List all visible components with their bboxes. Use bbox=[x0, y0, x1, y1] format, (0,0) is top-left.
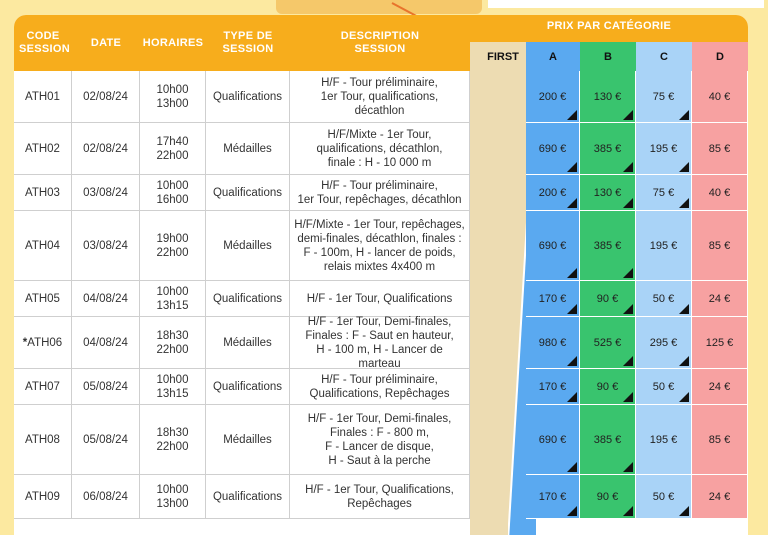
session-horaires bbox=[140, 281, 206, 317]
price-value: 50 € bbox=[652, 490, 675, 503]
price-value: 40 € bbox=[708, 90, 731, 103]
price-cat-b bbox=[580, 123, 636, 175]
session-code bbox=[14, 317, 72, 369]
table-row bbox=[14, 281, 748, 317]
corner-triangle-icon bbox=[623, 506, 633, 516]
corner-triangle-icon bbox=[623, 110, 633, 120]
top-decoration-tab bbox=[276, 0, 482, 14]
session-code-text: ATH01 bbox=[25, 90, 60, 103]
price-cat-d bbox=[692, 369, 748, 405]
session-horaires bbox=[140, 175, 206, 211]
description-line: qualifications, décathlon, bbox=[316, 142, 443, 155]
session-horaires bbox=[140, 317, 206, 369]
corner-triangle-icon bbox=[567, 392, 577, 402]
session-code bbox=[14, 369, 72, 405]
price-cat-a bbox=[526, 475, 580, 519]
corner-triangle-icon bbox=[567, 198, 577, 208]
description-line: 1er Tour, repêchages, décathlon bbox=[297, 193, 462, 206]
session-date: 03/08/24 bbox=[72, 175, 140, 211]
horaire-debut: 10h00 bbox=[156, 483, 189, 496]
price-value: 75 € bbox=[652, 90, 675, 103]
header-cat-d: D bbox=[692, 42, 748, 71]
price-cat-c bbox=[636, 123, 692, 175]
price-cat-b bbox=[580, 317, 636, 369]
horaire-debut: 10h00 bbox=[156, 179, 189, 192]
session-description bbox=[290, 71, 470, 123]
price-cat-d bbox=[692, 123, 748, 175]
session-type: Qualifications bbox=[206, 175, 290, 211]
price-value: 690 € bbox=[538, 239, 567, 252]
description-line: Finales : F - Saut en hauteur, bbox=[305, 329, 454, 342]
session-code-text: ATH05 bbox=[25, 292, 60, 305]
description-line: Qualifications, Repêchages bbox=[309, 387, 450, 400]
session-description bbox=[290, 369, 470, 405]
session-horaires bbox=[140, 405, 206, 475]
session-horaires bbox=[140, 369, 206, 405]
corner-triangle-icon bbox=[623, 162, 633, 172]
price-value: 90 € bbox=[596, 490, 619, 503]
price-cat-d bbox=[692, 405, 748, 475]
corner-triangle-icon bbox=[567, 304, 577, 314]
session-code-text: ATH06 bbox=[27, 336, 63, 349]
corner-triangle-icon bbox=[679, 392, 689, 402]
horaire-debut: 10h00 bbox=[156, 285, 189, 298]
description-line: F - Lancer de disque, bbox=[325, 440, 434, 453]
description-line: H - 100 m, H - Lancer de marteau bbox=[316, 343, 443, 370]
price-value: 130 € bbox=[593, 186, 622, 199]
corner-triangle-icon bbox=[567, 268, 577, 278]
price-cat-c bbox=[636, 71, 692, 123]
price-value: 200 € bbox=[538, 90, 567, 103]
horaire-fin: 22h00 bbox=[156, 440, 189, 453]
description-line: H/F - Tour préliminaire, bbox=[321, 373, 438, 386]
session-horaires bbox=[140, 123, 206, 175]
session-type: Qualifications bbox=[206, 475, 290, 519]
horaire-debut: 10h00 bbox=[156, 373, 189, 386]
description-line: H/F - 1er Tour, Demi-finales, bbox=[307, 315, 452, 328]
session-code-star: * bbox=[22, 336, 28, 349]
session-code bbox=[14, 123, 72, 175]
session-type: Médailles bbox=[206, 317, 290, 369]
price-cat-c bbox=[636, 175, 692, 211]
price-cat-d bbox=[692, 211, 748, 281]
price-value: 125 € bbox=[705, 336, 734, 349]
header-horaires: HORAIRES bbox=[142, 36, 204, 49]
horaire-debut: 18h30 bbox=[156, 329, 189, 342]
price-cat-c bbox=[636, 475, 692, 519]
header-date: DATE bbox=[90, 36, 122, 49]
price-cat-c bbox=[636, 405, 692, 475]
price-value: 385 € bbox=[593, 142, 622, 155]
price-value: 85 € bbox=[708, 142, 731, 155]
table-row bbox=[14, 317, 748, 369]
corner-triangle-icon bbox=[623, 462, 633, 472]
price-value: 195 € bbox=[649, 142, 678, 155]
description-line: relais mixtes 4x400 m bbox=[323, 260, 436, 273]
price-cat-a bbox=[526, 281, 580, 317]
horaire-fin: 22h00 bbox=[156, 343, 189, 356]
session-code bbox=[14, 475, 72, 519]
price-value: 24 € bbox=[708, 380, 731, 393]
price-value: 90 € bbox=[596, 292, 619, 305]
price-cat-d bbox=[692, 71, 748, 123]
session-description bbox=[290, 405, 470, 475]
header-description: DESCRIPTION SESSION bbox=[340, 30, 420, 55]
price-value: 385 € bbox=[593, 239, 622, 252]
price-cat-c bbox=[636, 317, 692, 369]
price-cat-a bbox=[526, 405, 580, 475]
price-value: 170 € bbox=[538, 490, 567, 503]
horaire-fin: 22h00 bbox=[156, 149, 189, 162]
pricing-table bbox=[14, 15, 748, 535]
session-description bbox=[290, 475, 470, 519]
price-value: 195 € bbox=[649, 239, 678, 252]
price-cat-a bbox=[526, 369, 580, 405]
description-line: 1er Tour, qualifications, bbox=[320, 90, 439, 103]
price-value: 40 € bbox=[708, 186, 731, 199]
header-prix-par-categorie: PRIX PAR CATÉGORIE bbox=[546, 20, 672, 32]
price-value: 295 € bbox=[649, 336, 678, 349]
header-first: FIRST bbox=[470, 42, 536, 71]
price-cat-d bbox=[692, 317, 748, 369]
session-date: 02/08/24 bbox=[72, 71, 140, 123]
session-code-text: ATH02 bbox=[25, 142, 60, 155]
session-description bbox=[290, 123, 470, 175]
corner-triangle-icon bbox=[679, 162, 689, 172]
session-type: Médailles bbox=[206, 405, 290, 475]
description-line: H/F - Tour préliminaire, bbox=[321, 179, 438, 192]
corner-triangle-icon bbox=[679, 506, 689, 516]
price-value: 170 € bbox=[538, 380, 567, 393]
session-horaires bbox=[140, 71, 206, 123]
description-line: H/F/Mixte - 1er Tour, repêchages, bbox=[294, 218, 465, 231]
price-value: 24 € bbox=[708, 490, 731, 503]
price-value: 85 € bbox=[708, 433, 731, 446]
horaire-fin: 13h00 bbox=[156, 97, 189, 110]
price-value: 980 € bbox=[538, 336, 567, 349]
description-line: H - Saut à la perche bbox=[328, 454, 431, 467]
price-value: 195 € bbox=[649, 433, 678, 446]
corner-triangle-icon bbox=[679, 198, 689, 208]
session-date: 04/08/24 bbox=[72, 281, 140, 317]
description-line: demi-finales, décathlon, finales : bbox=[297, 232, 462, 245]
price-value: 525 € bbox=[593, 336, 622, 349]
horaire-fin: 13h00 bbox=[156, 497, 189, 510]
price-cat-a bbox=[526, 317, 580, 369]
session-type: Qualifications bbox=[206, 369, 290, 405]
corner-triangle-icon bbox=[623, 304, 633, 314]
session-type: Qualifications bbox=[206, 281, 290, 317]
description-line: H/F - Tour préliminaire, bbox=[321, 76, 438, 89]
session-description bbox=[290, 317, 470, 369]
session-code bbox=[14, 405, 72, 475]
description-line: finale : H - 10 000 m bbox=[327, 156, 432, 169]
corner-triangle-icon bbox=[623, 356, 633, 366]
session-date: 05/08/24 bbox=[72, 405, 140, 475]
price-cat-d bbox=[692, 175, 748, 211]
horaire-debut: 19h00 bbox=[156, 232, 189, 245]
session-horaires bbox=[140, 475, 206, 519]
session-date: 05/08/24 bbox=[72, 369, 140, 405]
top-decoration-strip bbox=[488, 0, 764, 8]
horaire-fin: 13h15 bbox=[156, 299, 189, 312]
corner-triangle-icon bbox=[679, 110, 689, 120]
corner-triangle-icon bbox=[679, 304, 689, 314]
description-line: F - 100m, H - lancer de poids, bbox=[303, 246, 456, 259]
session-date: 04/08/24 bbox=[72, 317, 140, 369]
description-line: Finales : F - 800 m, bbox=[329, 426, 430, 439]
session-code-text: ATH09 bbox=[25, 490, 60, 503]
corner-triangle-icon bbox=[623, 198, 633, 208]
corner-triangle-icon bbox=[567, 462, 577, 472]
table-row bbox=[14, 369, 748, 405]
price-cat-d bbox=[692, 475, 748, 519]
session-code bbox=[14, 175, 72, 211]
description-line: H/F - 1er Tour, Qualifications, bbox=[305, 483, 454, 496]
horaire-debut: 17h40 bbox=[156, 135, 189, 148]
price-cat-b bbox=[580, 369, 636, 405]
corner-triangle-icon bbox=[567, 356, 577, 366]
session-date: 02/08/24 bbox=[72, 123, 140, 175]
corner-triangle-icon bbox=[567, 110, 577, 120]
price-value: 690 € bbox=[538, 142, 567, 155]
corner-triangle-icon bbox=[679, 356, 689, 366]
price-value: 170 € bbox=[538, 292, 567, 305]
price-cat-a bbox=[526, 71, 580, 123]
price-value: 690 € bbox=[538, 433, 567, 446]
session-code-text: ATH08 bbox=[25, 433, 60, 446]
header-cat-a: A bbox=[526, 42, 580, 71]
session-code bbox=[14, 71, 72, 123]
table-row bbox=[14, 71, 748, 123]
price-value: 130 € bbox=[593, 90, 622, 103]
price-cat-d bbox=[692, 281, 748, 317]
session-code-text: ATH07 bbox=[25, 380, 60, 393]
price-value: 200 € bbox=[538, 186, 567, 199]
session-date: 03/08/24 bbox=[72, 211, 140, 281]
corner-triangle-icon bbox=[623, 268, 633, 278]
price-value: 24 € bbox=[708, 292, 731, 305]
table-row bbox=[14, 475, 748, 519]
corner-triangle-icon bbox=[623, 392, 633, 402]
description-line: H/F/Mixte - 1er Tour, bbox=[327, 128, 432, 141]
session-type: Qualifications bbox=[206, 71, 290, 123]
description-line: H/F - 1er Tour, Qualifications bbox=[306, 292, 453, 305]
price-cat-b bbox=[580, 71, 636, 123]
session-description bbox=[290, 281, 470, 317]
session-description bbox=[290, 175, 470, 211]
session-type: Médailles bbox=[206, 123, 290, 175]
price-cat-a bbox=[526, 123, 580, 175]
horaire-fin: 22h00 bbox=[156, 246, 189, 259]
price-cat-c bbox=[636, 211, 692, 281]
price-value: 85 € bbox=[708, 239, 731, 252]
header-type: TYPE DE SESSION bbox=[222, 30, 274, 55]
session-description bbox=[290, 211, 470, 281]
session-code-text: ATH03 bbox=[25, 186, 60, 199]
price-value: 90 € bbox=[596, 380, 619, 393]
price-cat-b bbox=[580, 175, 636, 211]
table-row bbox=[14, 175, 748, 211]
price-cat-b bbox=[580, 281, 636, 317]
session-code bbox=[14, 281, 72, 317]
corner-triangle-icon bbox=[567, 506, 577, 516]
price-cat-b bbox=[580, 211, 636, 281]
table-row bbox=[14, 123, 748, 175]
horaire-fin: 16h00 bbox=[156, 193, 189, 206]
session-date: 06/08/24 bbox=[72, 475, 140, 519]
price-value: 50 € bbox=[652, 380, 675, 393]
price-cat-b bbox=[580, 475, 636, 519]
horaire-fin: 13h15 bbox=[156, 387, 189, 400]
session-code-text: ATH04 bbox=[25, 239, 60, 252]
price-value: 50 € bbox=[652, 292, 675, 305]
session-type: Médailles bbox=[206, 211, 290, 281]
session-code bbox=[14, 211, 72, 281]
session-horaires bbox=[140, 211, 206, 281]
table-row bbox=[14, 211, 748, 281]
description-line: H/F - 1er Tour, Demi-finales, bbox=[307, 412, 452, 425]
price-value: 385 € bbox=[593, 433, 622, 446]
price-value: 75 € bbox=[652, 186, 675, 199]
horaire-debut: 10h00 bbox=[156, 83, 189, 96]
price-cat-b bbox=[580, 405, 636, 475]
price-cat-c bbox=[636, 281, 692, 317]
corner-triangle-icon bbox=[567, 162, 577, 172]
price-cat-c bbox=[636, 369, 692, 405]
horaire-debut: 18h30 bbox=[156, 426, 189, 439]
table-row bbox=[14, 405, 748, 475]
header-cat-b: B bbox=[580, 42, 636, 71]
price-cat-a bbox=[526, 175, 580, 211]
header-cat-c: C bbox=[636, 42, 692, 71]
description-line: Repêchages bbox=[347, 497, 412, 510]
description-line: décathlon bbox=[354, 104, 405, 117]
price-cat-a bbox=[526, 211, 580, 281]
header-code: CODE SESSION bbox=[19, 30, 71, 55]
